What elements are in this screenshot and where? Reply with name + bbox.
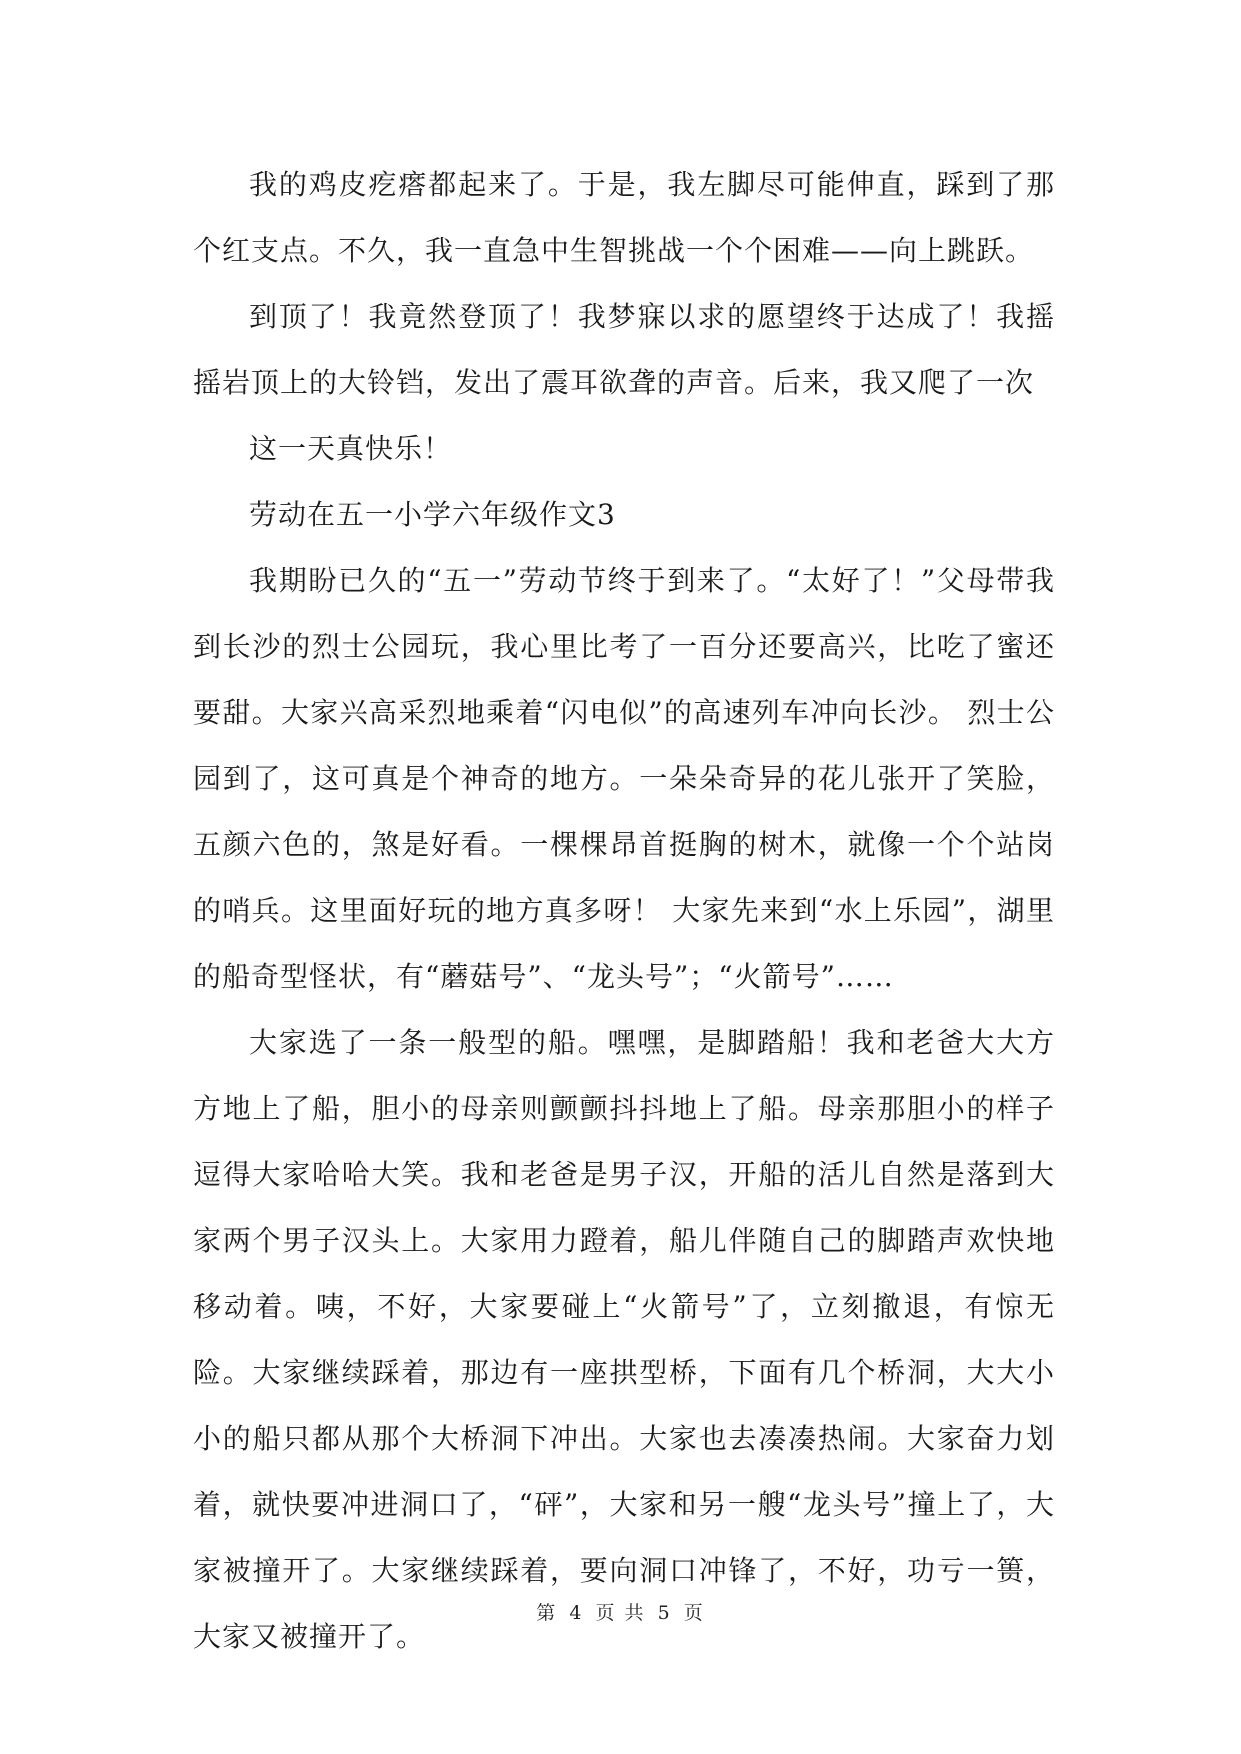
paragraph-1: 我的鸡皮疙瘩都起来了。于是，我左脚尽可能伸直，踩到了那个红支点。不久，我一直急中生智挑战一个个困难——向上跳跃。 xyxy=(193,168,1055,267)
footer-total-pages: 5 xyxy=(657,1602,672,1624)
footer-middle: 页 共 xyxy=(595,1602,646,1624)
document-body xyxy=(193,152,1055,1670)
paragraph-5: 大家选了一条一般型的船。嘿嘿，是脚踏船！我和老爸大大方方地上了船，胆小的母亲则颤颤抖抖地上了船。母亲那胆小的样子逗得大家哈哈大笑。我和老爸是男子汉，开船的活儿自然是落到大家两个男子汉头上。大家用力蹬着，船儿伴随自己的脚踏声欢快地移动着。咦，不好，大家要碰上“火箭号”了，立刻撤退，有惊无险。大家继续踩着，那边有一座拱型桥，下面有几个桥洞，大大小小的船只都从那个大桥洞下冲出。大家也去凑凑热闹。大家奋力划着，就快要冲进洞口了，“砰”，大家和另一艘“龙头号”撞上了，大家被撞开了。大家继续踩着，要向洞口冲锋了，不好，功亏一篑，大家又被撞开了。 xyxy=(193,1026,1055,1653)
footer-suffix: 页 xyxy=(683,1602,705,1624)
page-footer xyxy=(0,1598,1241,1625)
paragraph-2: 到顶了！我竟然登顶了！我梦寐以求的愿望终于达成了！我摇摇岩顶上的大铃铛，发出了震耳欲聋的声音。后来，我又爬了一次 xyxy=(193,300,1055,399)
footer-page-number: 4 xyxy=(569,1602,584,1624)
footer-prefix: 第 xyxy=(536,1602,558,1624)
paragraph-3: 这一天真快乐！ xyxy=(249,432,453,465)
section-heading: 劳动在五一小学六年级作文3 xyxy=(249,498,616,531)
paragraph-4: 我期盼已久的“五一”劳动节终于到来了。“太好了！”父母带我到长沙的烈士公园玩，我心里比考了一百分还要高兴，比吃了蜜还要甜。大家兴高采烈地乘着“闪电似”的高速列车冲向长沙。 烈士公园到了，这可真是个神奇的地方。一朵朵奇异的花儿张开了笑脸，五颜六色的，煞是好看。一棵棵昂首挺胸的树木，就像一个个站岗的哨兵。这里面好玩的地方真多呀！ 大家先来到“水上乐园”，湖里的船奇型怪状，有“蘑菇号”、“龙头号”；“火箭号”…… xyxy=(193,564,1055,993)
